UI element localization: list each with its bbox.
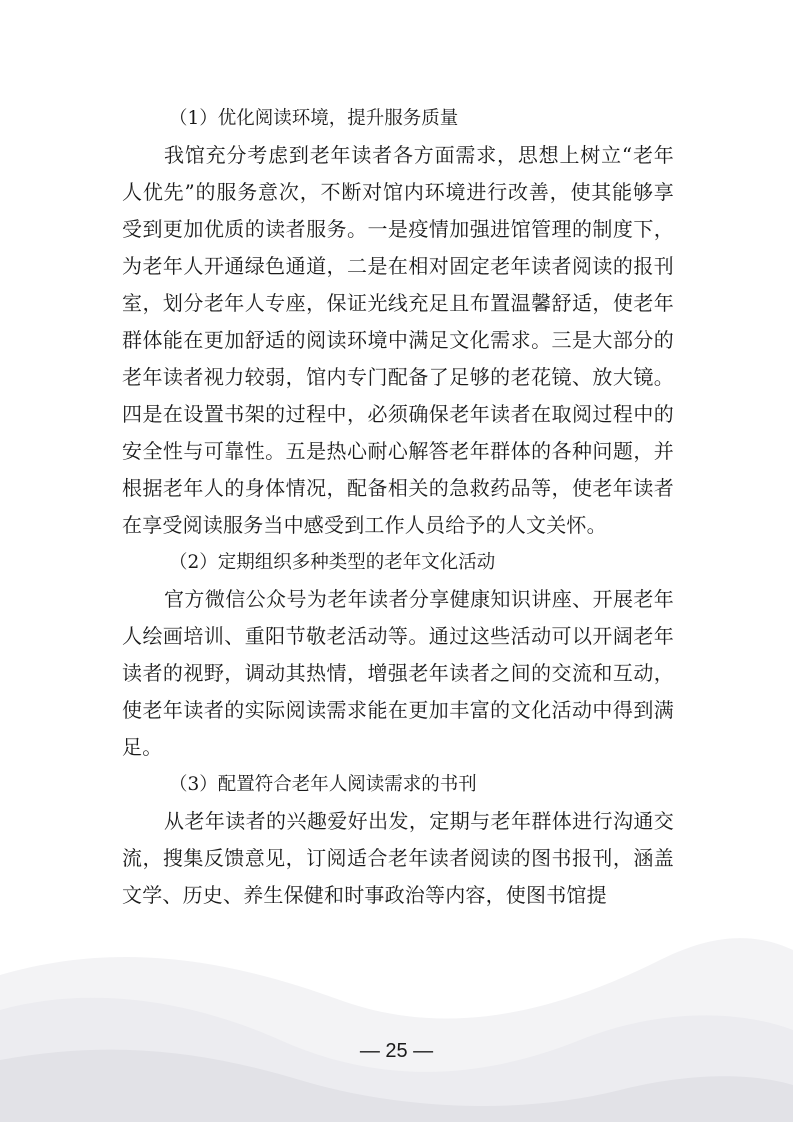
section-heading-2: （2）定期组织多种类型的老年文化活动 bbox=[169, 552, 496, 573]
page-number: — 25 — bbox=[359, 1040, 434, 1062]
section-paragraph-3: 从老年读者的兴趣爱好出发，定期与老年群体进行沟通交流，搜集反馈意见，订阅适合老年读者阅读的图书报刊，涵盖文学、历史、养生保健和时事政治等内容，使图书馆提 bbox=[122, 809, 674, 907]
section-heading-3: （3）配置符合老年人阅读需求的书刊 bbox=[169, 774, 477, 795]
section-heading-1: （1）优化阅读环境，提升服务质量 bbox=[169, 108, 459, 129]
section-paragraph-1: 我馆充分考虑到老年读者各方面需求，思想上树立“老年人优先”的服务意次，不断对馆内环境进行改善，使其能够享受到更加优质的读者服务。一是疫情加强进馆管理的制度下，为老年人开通绿色通道，二是在相对固定老年读者阅读的报刊室，划分老年人专座，保证光线充足且布置温馨舒适，使老年群体能在更加舒适的阅读环境中满足文化需求。三是大部分的老年读者视力较弱，馆内专门配备了足够的老花镜、放大镜。四是在设置书架的过程中，必须确保老年读者在取阅过程中的安全性与可靠性。五是热心耐心解答老年群体的各种问题，并根据老年人的身体情况，配备相关的急救药品等，使老年读者在享受阅读服务当中感受到工作人员给予的人文关怀。 bbox=[122, 143, 674, 537]
body-text bbox=[122, 100, 674, 914]
section-paragraph-2: 官方微信公众号为老年读者分享健康知识讲座、开展老年人绘画培训、重阳节敬老活动等。通过这些活动可以开阔老年读者的视野，调动其热情，增强老年读者之间的交流和互动，使老年读者的实际阅读需求能在更加丰富的文化活动中得到满足。 bbox=[122, 587, 674, 759]
